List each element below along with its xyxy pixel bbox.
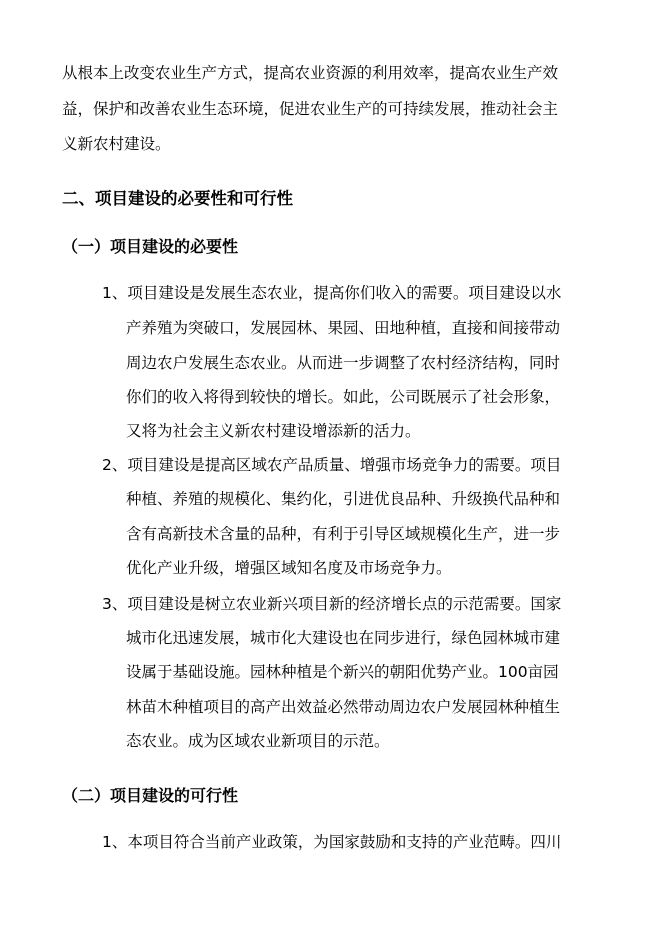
necessity-1-line-4: 你们的收入将得到较快的增长。如此，公司既展示了社会形象，: [126, 388, 561, 406]
necessity-2-line-4: 优化产业升级，增强区域知名度及市场竞争力。: [126, 559, 452, 577]
necessity-1-line-5: 又将为社会主义新农村建设增添新的活力。: [126, 422, 421, 440]
necessity-3-line-2: 城市化迅速发展，城市化大建设也在同步进行，绿色园林城市建: [126, 629, 561, 647]
necessity-3-line-4: 林苗木种植项目的高产出效益必然带动周边农户发展园林种植生: [126, 698, 561, 716]
necessity-2-line-1: 2、项目建设是提高区域农产品质量、增强市场竞争力的需要。项目: [102, 456, 562, 474]
subsection-2-heading: （二）项目建设的可行性: [62, 786, 239, 805]
feasibility-1-line-1: 1、本项目符合当前产业政策，为国家鼓励和支持的产业范畴。四川: [102, 833, 562, 851]
section-2-heading: 二、项目建设的必要性和可行性: [62, 189, 293, 208]
intro-line-2: 益，保护和改善农业生态环境，促进农业生产的可持续发展，推动社会主: [62, 100, 559, 118]
intro-line-3: 义新农村建设。: [62, 135, 171, 153]
necessity-2-line-3: 含有高新技术含量的品种，有利于引导区域规模化生产，进一步: [126, 525, 561, 543]
necessity-1-line-3: 周边农户发展生态农业。从而进一步调整了农村经济结构，同时: [126, 354, 561, 372]
intro-line-1: 从根本上改变农业生产方式，提高农业资源的利用效率，提高农业生产效: [62, 64, 559, 82]
necessity-1-line-2: 产养殖为突破口，发展园林、果园、田地种植，直接和间接带动: [126, 319, 561, 337]
necessity-1-line-1: 1、项目建设是发展生态农业，提高你们收入的需要。项目建设以水: [102, 284, 562, 302]
necessity-3-line-3: 设属于基础设施。园林种植是个新兴的朝阳优势产业。100亩园: [126, 663, 559, 681]
necessity-3-line-1: 3、项目建设是树立农业新兴项目新的经济增长点的示范需要。国家: [102, 595, 562, 613]
necessity-2-line-2: 种植、养殖的规模化、集约化，引进优良品种、升级换代品种和: [126, 490, 561, 508]
subsection-1-heading: （一）项目建设的必要性: [62, 237, 239, 256]
necessity-3-line-5: 态农业。成为区域农业新项目的示范。: [126, 732, 390, 750]
